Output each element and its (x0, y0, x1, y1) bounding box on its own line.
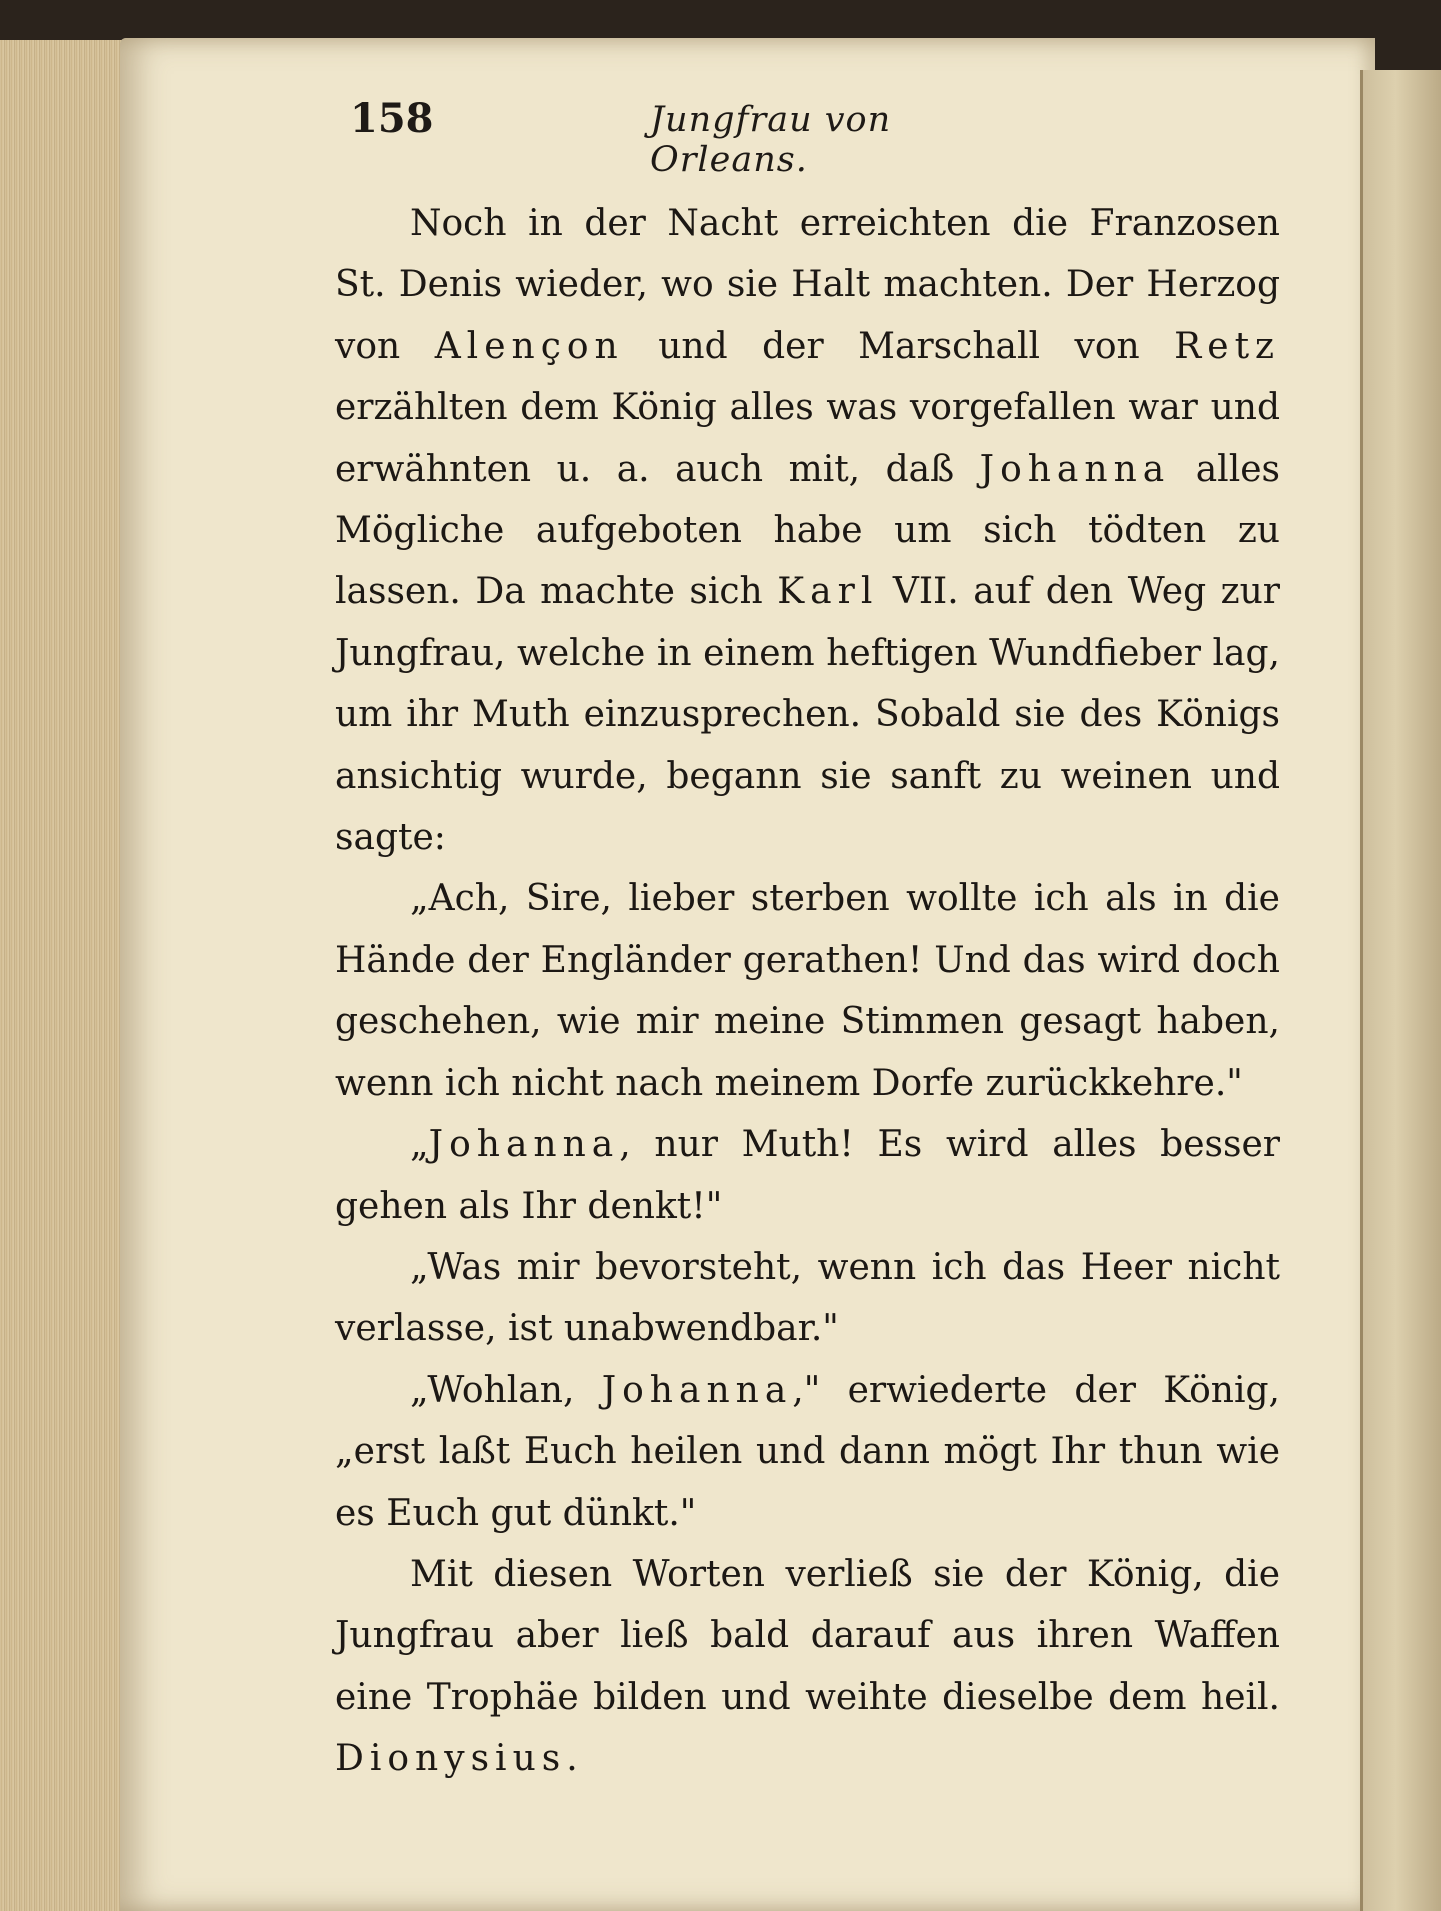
emphasized-name: Johanna (601, 1369, 793, 1411)
emphasized-name: Retz (1174, 325, 1281, 367)
paragraph: „Ach, Sire, lieber sterben wollte ich als in die Hände der Engländer gerathen! Und das wird doch geschehen, wie mir meine Stimmen gesagt haben, wenn ich nicht nach meinem Dorfe zurückkehre." (335, 878, 1280, 1104)
emphasized-name: Karl (777, 571, 879, 613)
emphasized-name: Dionysius (335, 1738, 567, 1780)
running-title: Jungfrau von Orleans. (650, 100, 892, 180)
paragraph: „Johanna, nur Muth! Es wird alles besser gehen als Ihr denkt!" (335, 1124, 1280, 1227)
paragraph: Mit diesen Worten verließ sie der König, die Jungfrau aber ließ bald darauf aus ihren Waffen eine Trophäe bilden und weihte dieselbe dem heil. Dionysius. (335, 1553, 1280, 1780)
page-header (350, 95, 990, 180)
body-text (335, 193, 1280, 1790)
paragraph: Noch in der Nacht erreichten die Franzosen St. Denis wieder, wo sie Halt machten. Der Herzog von Alençon und der Marschall von Retz erzählten dem König alles was vorgefallen war und erwähnten u. a. auch mit, daß Johanna alles Mögliche aufgeboten habe um sich tödten zu lassen. Da machte sich Karl VII. auf den Weg zur Jungfrau, welche in einem heftigen Wundfieber lag, um ihr Muth einzusprechen. Sobald sie des Königs ansichtig wurde, begann sie sanft zu weinen und sagte: (335, 203, 1281, 859)
page-number: 158 (350, 95, 434, 142)
emphasized-name: Johanna (428, 1124, 620, 1166)
emphasized-name: Johanna (979, 448, 1171, 490)
paragraph: „Wohlan, Johanna," erwiederte der König, „erst laßt Euch heilen und dann mögt Ihr thun wie es Euch gut dünkt." (335, 1369, 1280, 1534)
facing-page-edge (1360, 70, 1441, 1911)
paragraph: „Was mir bevorsteht, wenn ich das Heer nicht verlasse, ist unabwendbar." (335, 1246, 1280, 1350)
emphasized-name: Alençon (434, 325, 624, 367)
